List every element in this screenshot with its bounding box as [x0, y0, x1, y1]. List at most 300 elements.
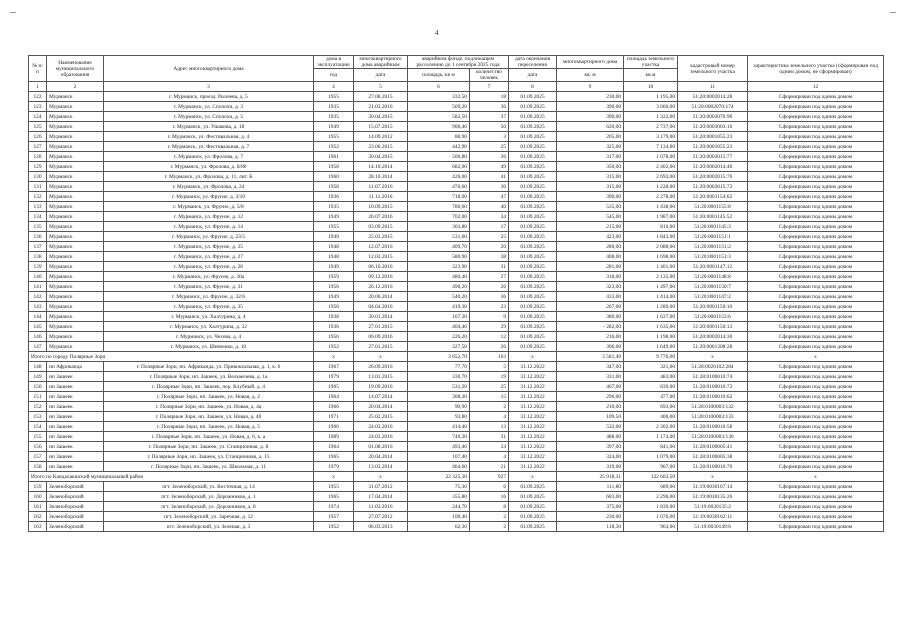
row-area: 414,40	[408, 422, 470, 432]
row-people: 4	[470, 452, 509, 462]
total-cell: x	[354, 472, 408, 482]
row-area: 490,20	[408, 282, 470, 292]
row-cadastral: 51:20:0001145:52	[678, 212, 748, 222]
row-land-area: 2 088,00	[624, 242, 678, 252]
table-row	[29, 412, 884, 422]
row-cadastral: 51:28:0100003:130	[678, 432, 748, 442]
table-row	[29, 312, 884, 322]
row-land-characteristic: Сформирован под одним домом	[748, 262, 884, 272]
row-people: 20	[470, 242, 509, 252]
row-cadastral: 51:20:0001150:7	[678, 282, 748, 292]
row-address: г. Мурманск, ул. Сполохи, д. 3	[104, 102, 314, 112]
table-row	[29, 182, 884, 192]
row-year: 1964	[314, 442, 354, 452]
table-body-zelenoborsky	[29, 482, 884, 532]
row-deadline: 31.12.2022	[509, 372, 557, 382]
row-area: 409,70	[408, 242, 470, 252]
row-municipality: Мурманск	[47, 282, 104, 292]
row-cadastral: 51:19:0030135:2	[678, 502, 748, 512]
row-emergency-date: 06.10.2016	[354, 262, 408, 272]
row-year: 1949	[314, 232, 354, 242]
row-land-area: 839,00	[624, 382, 678, 392]
row-address: г. Мурманск, проезд. Рылеева, д. 5	[104, 92, 314, 102]
row-emergency-date: 15.07.2015	[354, 122, 408, 132]
table-row	[29, 422, 884, 432]
row-people: 26	[470, 342, 509, 352]
table-row	[29, 452, 884, 462]
row-people: 47	[470, 192, 509, 202]
table-row	[29, 502, 884, 512]
row-land-area: 1 635,00	[624, 322, 678, 332]
row-number: 133	[29, 202, 47, 212]
row-land-area: 1 078,00	[624, 152, 678, 162]
row-emergency-date: 19.09.2016	[354, 382, 408, 392]
header-house-area: многоквартирного дома	[557, 56, 624, 69]
table-row	[29, 442, 884, 452]
row-emergency-date: 11.11.2016	[354, 192, 408, 202]
row-cadastral: 51:20:0001153:6	[678, 312, 748, 322]
row-cadastral: 51:20:0001055:23	[678, 132, 748, 142]
row-area: 740,30	[408, 432, 470, 442]
row-municipality: нп Африканда	[47, 362, 104, 372]
row-people: 12	[470, 332, 509, 342]
row-number: 137	[29, 242, 47, 252]
row-house-area: 325,00	[557, 142, 624, 152]
row-area: 419,30	[408, 302, 470, 312]
row-deadline: 01.09.2025	[509, 332, 557, 342]
row-people: 6	[470, 482, 509, 492]
row-deadline: 01.09.2025	[509, 222, 557, 232]
row-emergency-date: 12.03.2015	[354, 252, 408, 262]
row-number: 126	[29, 132, 47, 142]
row-municipality: нп Зашеек	[47, 412, 104, 422]
total-label: Итого по Кандалакшский муниципальный район	[29, 472, 314, 482]
total-cell: x	[748, 352, 884, 362]
row-land-area: 477,00	[624, 392, 678, 402]
row-emergency-date: 26.12.2016	[354, 282, 408, 292]
total-label: Итого по городу Полярные Зори	[29, 352, 314, 362]
row-address: г. Мурманск, ул. Фрунзе, д. 31	[104, 282, 314, 292]
table-body-polyarnye-zori	[29, 362, 884, 472]
row-house-area: 397,00	[557, 442, 624, 452]
row-deadline: 01.09.2025	[509, 522, 557, 532]
table-row	[29, 322, 884, 332]
table-row	[29, 212, 884, 222]
row-land-area: 1 438,00	[624, 202, 678, 212]
row-land-characteristic: Сформирован под одним домом	[748, 432, 884, 442]
row-cadastral: 51:28:0100010:62	[678, 392, 748, 402]
row-cadastral: 51:28:0100005:41	[678, 442, 748, 452]
row-municipality: Мурманск	[47, 322, 104, 332]
row-year: 1948	[314, 242, 354, 252]
row-cadastral: 51:20:0001151:3	[678, 252, 748, 262]
row-number: 132	[29, 192, 47, 202]
row-emergency-date: 27.08.2015	[354, 92, 408, 102]
row-year: 1964	[314, 392, 354, 402]
row-people: 25	[470, 142, 509, 152]
row-cadastral: 51:28:0100010:74	[678, 372, 748, 382]
table-row	[29, 232, 884, 242]
row-emergency-date: 11.07.2016	[354, 182, 408, 192]
row-emergency-date: 11.03.2016	[354, 502, 408, 512]
row-address: г. Мурманск, ул. Фрунзе, д. 32/6	[104, 292, 314, 302]
row-land-characteristic: Сформирован под одним домом	[748, 212, 884, 222]
row-house-area: 315,00	[557, 182, 624, 192]
row-cadastral: 51:20:0001155:8	[678, 202, 748, 212]
row-year: 1961	[314, 152, 354, 162]
table-row	[29, 132, 884, 142]
row-deadline: 01.09.2025	[509, 192, 557, 202]
row-area: 682,00	[408, 162, 470, 172]
row-area: 167,30	[408, 312, 470, 322]
row-year: 1936	[314, 322, 354, 332]
row-land-characteristic: Сформирован под одним домом	[748, 332, 884, 342]
table-row	[29, 242, 884, 252]
row-land-characteristic: Сформирован под одним домом	[748, 482, 884, 492]
table-row	[29, 522, 884, 532]
row-people: 26	[470, 282, 509, 292]
row-address: г. Полярные Зори, нп. Зашеек, ул. Станционная, д. 15	[104, 452, 314, 462]
row-people: 40	[470, 202, 509, 212]
row-land-characteristic: Сформирован под одним домом	[748, 222, 884, 232]
row-area: 75,30	[408, 482, 470, 492]
row-emergency-date: 24.03.2016	[354, 432, 408, 442]
row-municipality: Мурманск	[47, 262, 104, 272]
row-area: 244,70	[408, 502, 470, 512]
row-land-area: 3 660,00	[624, 102, 678, 112]
row-deadline: 01.09.2025	[509, 242, 557, 252]
row-house-area: 216,00	[557, 332, 624, 342]
row-year: 1989	[314, 432, 354, 442]
row-area: 464,60	[408, 462, 470, 472]
row-emergency-date: 27.07.2012	[354, 512, 408, 522]
row-municipality: Мурманск	[47, 302, 104, 312]
table-row	[29, 282, 884, 292]
row-address: г. Полярные Зори, нп. Зашеек, ул. Школьная, д. 11	[104, 462, 314, 472]
row-house-area: 315,00	[557, 172, 624, 182]
row-number: 155	[29, 432, 47, 442]
row-land-characteristic: Сформирован под одним домом	[748, 252, 884, 262]
row-emergency-date: 17.04.2014	[354, 492, 408, 502]
row-address: пгт. Зеленоборский, ул. Зеленая, д. 3	[104, 522, 314, 532]
row-cadastral: 51:19:0030162:11	[678, 512, 748, 522]
column-number: 6	[408, 82, 470, 92]
row-house-area: 380,00	[557, 312, 624, 322]
row-municipality: Зеленоборский	[47, 492, 104, 502]
row-deadline: 01.09.2025	[509, 232, 557, 242]
row-municipality: Мурманск	[47, 332, 104, 342]
row-house-area: 280,00	[557, 242, 624, 252]
row-house-area: 323,00	[557, 282, 624, 292]
row-year: 1955	[314, 222, 354, 232]
row-area: 404,40	[408, 322, 470, 332]
row-deadline: 01.09.2025	[509, 302, 557, 312]
row-year: 1959	[314, 272, 354, 282]
row-land-characteristic: Сформирован под одним домом	[748, 292, 884, 302]
table-row	[29, 512, 884, 522]
subheader-sqm: кв. м	[557, 69, 624, 82]
row-people: 38	[470, 252, 509, 262]
row-area: 531,60	[408, 232, 470, 242]
table-row	[29, 432, 884, 442]
row-house-area: 390,00	[557, 192, 624, 202]
row-municipality: Зеленоборский	[47, 512, 104, 522]
row-deadline: 01.09.2025	[509, 92, 557, 102]
row-municipality: нп Зашеек	[47, 382, 104, 392]
row-deadline: 01.09.2025	[509, 112, 557, 122]
row-house-area: 488,00	[557, 432, 624, 442]
row-municipality: нп Зашеек	[47, 402, 104, 412]
row-number: 131	[29, 182, 47, 192]
table-row	[29, 272, 884, 282]
row-area: 355,80	[408, 492, 470, 502]
row-area: 107,40	[408, 452, 470, 462]
table-body-murmansk	[29, 92, 884, 352]
column-number: 4	[314, 82, 354, 92]
row-cadastral: 51:20:0001151:1	[678, 232, 748, 242]
row-people: 8	[470, 502, 509, 512]
row-emergency-date: 04.04.2016	[354, 302, 408, 312]
row-municipality: Мурманск	[47, 172, 104, 182]
row-municipality: Мурманск	[47, 312, 104, 322]
table-row	[29, 202, 884, 212]
row-land-characteristic: Сформирован под одним домом	[748, 302, 884, 312]
row-land-area: 1 698,00	[624, 252, 678, 262]
housing-table	[28, 55, 884, 532]
row-year: 1960	[314, 172, 354, 182]
table-row	[29, 142, 884, 152]
row-area: 480,40	[408, 272, 470, 282]
header-address: Адрес многоквартирного дома	[104, 56, 314, 82]
row-emergency-date: 01.08.2016	[354, 442, 408, 452]
row-house-area: 210,00	[557, 402, 624, 412]
row-house-area: 230,00	[557, 512, 624, 522]
row-number: 140	[29, 272, 47, 282]
row-cadastral: 51:28:0100010:70	[678, 462, 748, 472]
row-number: 158	[29, 462, 47, 472]
row-emergency-date: 26.09.2016	[354, 362, 408, 372]
total-cell: x	[354, 352, 408, 362]
row-deadline: 31.12.2022	[509, 382, 557, 392]
row-number: 159	[29, 482, 47, 492]
row-address: г. Мурманск, ул. Фрунзе, д. 27	[104, 252, 314, 262]
table-row	[29, 92, 884, 102]
total-people: 163	[470, 352, 509, 362]
row-emergency-date: 06.09.2016	[354, 332, 408, 342]
row-municipality: Мурманск	[47, 272, 104, 282]
row-number: 135	[29, 222, 47, 232]
row-land-characteristic: Сформирован под одним домом	[748, 452, 884, 462]
row-area: 62,30	[408, 522, 470, 532]
row-address: г. Мурманск, ул. Сполохи, д. 5	[104, 112, 314, 122]
table-row	[29, 152, 884, 162]
row-land-characteristic: Сформирован под одним домом	[748, 122, 884, 132]
row-deadline: 01.09.2025	[509, 492, 557, 502]
row-year: 1957	[314, 512, 354, 522]
row-cadastral: 51:20:0001055:23	[678, 142, 748, 152]
row-deadline: 31.12.2022	[509, 362, 557, 372]
row-address: г. Мурманск, ул. Чехова, д. 4	[104, 332, 314, 342]
row-area: 718,00	[408, 192, 470, 202]
row-land-characteristic: Сформирован под одним домом	[748, 462, 884, 472]
row-area: 323,90	[408, 262, 470, 272]
row-year: 1952	[314, 142, 354, 152]
row-land-characteristic: Сформирован под одним домом	[748, 362, 884, 372]
row-year: 1955	[314, 92, 354, 102]
row-people: 2	[470, 512, 509, 522]
table-row	[29, 342, 884, 352]
row-address: г. Полярные Зори, нп. Зашеек, ул. Новая, д. 4а	[104, 402, 314, 412]
row-cadastral: 51:20:0001150:10	[678, 302, 748, 312]
table-row	[29, 292, 884, 302]
row-area: 500,80	[408, 152, 470, 162]
row-land-characteristic: Сформирован под одним домом	[748, 192, 884, 202]
row-number: 125	[29, 122, 47, 132]
row-land-area: 1 414,00	[624, 292, 678, 302]
table-row	[29, 112, 884, 122]
row-land-characteristic: Сформирован под одним домом	[748, 132, 884, 142]
row-emergency-date: 14.10.2014	[354, 162, 408, 172]
row-house-area: 683,00	[557, 492, 624, 502]
header-resettle-area: аварийном фонде, подлежащем расселению до 1 сентября 2025 года	[408, 56, 509, 69]
corner-mark	[10, 12, 16, 13]
row-municipality: Мурманск	[47, 102, 104, 112]
subheader-area: площадь, кв м	[408, 69, 470, 82]
row-municipality: Мурманск	[47, 232, 104, 242]
row-people: 41	[470, 172, 509, 182]
subheader-year: год	[314, 69, 354, 82]
row-year: 1967	[314, 362, 354, 372]
header-land-area: площадь земельного участка	[624, 56, 678, 69]
row-people: 31	[470, 432, 509, 442]
row-municipality: нп Зашеек	[47, 462, 104, 472]
row-house-area: 467,00	[557, 382, 624, 392]
row-area: 493,40	[408, 442, 470, 452]
header-municipality: Наименование муниципального образования	[47, 56, 104, 82]
row-people: 17	[470, 222, 509, 232]
row-cadastral: 51:28:0100010:72	[678, 382, 748, 392]
row-area: 327,50	[408, 342, 470, 352]
row-land-characteristic: Сформирован под одним домом	[748, 182, 884, 192]
row-address: г. Мурманск, ул. Фрунзе, д. 30а	[104, 272, 314, 282]
row-deadline: 01.09.2025	[509, 292, 557, 302]
row-year: 1965	[314, 452, 354, 462]
row-address: г. Полярные Зори, нп. Зашеек, ул. Новая, д. 6, к. а	[104, 432, 314, 442]
row-number: 154	[29, 422, 47, 432]
row-people: 15	[470, 392, 509, 402]
row-address: г. Полярные Зори, нп. Зашеек, ул. Новая, д. 4б	[104, 412, 314, 422]
row-municipality: Мурманск	[47, 202, 104, 212]
row-address: пгт. Зеленоборский, ул. Дорожников, д. 8	[104, 502, 314, 512]
row-emergency-date: 06.03.2013	[354, 522, 408, 532]
total-row-group	[29, 352, 884, 362]
row-deadline: 01.09.2025	[509, 102, 557, 112]
row-address: г. Полярные Зори, нп. Африканда, ул. Привокзальная, д. 1, к. 6	[104, 362, 314, 372]
row-municipality: Мурманск	[47, 252, 104, 262]
row-address: г. Мурманск, ул. Фрунзе, д. 23/5	[104, 232, 314, 242]
row-cadastral: 51:20:0002014:28	[678, 92, 748, 102]
row-emergency-date: 25.03.2015	[354, 232, 408, 242]
row-land-characteristic: Сформирован под одним домом	[748, 422, 884, 432]
row-land-area: 321,00	[624, 362, 678, 372]
row-year: 1974	[314, 502, 354, 512]
row-people: 2	[470, 522, 509, 532]
row-emergency-date: 13.03.2014	[354, 462, 408, 472]
row-year: 1958	[314, 182, 354, 192]
row-number: 157	[29, 452, 47, 462]
row-number: 122	[29, 92, 47, 102]
row-address: г. Мурманск, ул. Фестивальная, д. 4	[104, 132, 314, 142]
row-deadline: 01.09.2025	[509, 482, 557, 492]
row-area: 531,20	[408, 382, 470, 392]
row-land-area: 967,00	[624, 462, 678, 472]
row-land-area: 689,00	[624, 482, 678, 492]
row-address: г. Мурманск, ул. Фрунзе, д. 35	[104, 302, 314, 312]
row-number: 160	[29, 492, 47, 502]
total-area: 3 652,70	[408, 352, 470, 362]
row-emergency-date: 31.07.2012	[354, 482, 408, 492]
total-row	[29, 352, 884, 362]
row-land-characteristic: Сформирован под одним домом	[748, 402, 884, 412]
row-municipality: нп Зашеек	[47, 452, 104, 462]
row-land-area: 1 839,00	[624, 502, 678, 512]
row-deadline: 01.09.2025	[509, 272, 557, 282]
row-deadline: 31.12.2022	[509, 422, 557, 432]
row-land-area: 1 076,00	[624, 512, 678, 522]
total-row-group	[29, 472, 884, 482]
row-number: 123	[29, 102, 47, 112]
row-year: 1955	[314, 132, 354, 142]
row-number: 144	[29, 312, 47, 322]
row-deadline: 01.09.2025	[509, 122, 557, 132]
row-year: 1971	[314, 412, 354, 422]
row-people: 5	[470, 362, 509, 372]
row-address: г. Мурманск, ул. Фрунзе, д. 25	[104, 242, 314, 252]
header-year-built: дома в эксплуатацию	[314, 56, 354, 69]
table-row	[29, 102, 884, 112]
row-municipality: нп Зашеек	[47, 392, 104, 402]
row-emergency-date: 20.06.2014	[354, 292, 408, 302]
row-house-area: 317,00	[557, 152, 624, 162]
column-number: 5	[354, 82, 408, 92]
row-address: г. Мурманск, ул. Ушакова, д. 18	[104, 122, 314, 132]
row-number: 124	[29, 112, 47, 122]
row-area: 330,70	[408, 372, 470, 382]
row-land-characteristic: Сформирован под одним домом	[748, 382, 884, 392]
row-land-characteristic: Сформирован под одним домом	[748, 232, 884, 242]
row-number: 147	[29, 342, 47, 352]
row-municipality: Мурманск	[47, 152, 104, 162]
row-house-area: 375,00	[557, 502, 624, 512]
row-house-area: 205,00	[557, 132, 624, 142]
row-number: 148	[29, 362, 47, 372]
row-cadastral: 51:20:0001150:13	[678, 322, 748, 332]
row-land-area: 2 402,00	[624, 162, 678, 172]
row-house-area: 433,00	[557, 292, 624, 302]
header-cadastral: кадастровый номер земельного участка	[678, 56, 748, 82]
row-address: пгт. Зеленоборский, ул. Заречная, д. 12	[104, 512, 314, 522]
row-year: 1956	[314, 282, 354, 292]
row-land-characteristic: Сформирован под одним домом	[748, 372, 884, 382]
row-deadline: 01.09.2025	[509, 512, 557, 522]
row-address: г. Полярные Зори, нп. Зашеек, ул. Новая, д. 5	[104, 422, 314, 432]
row-people: 27	[470, 272, 509, 282]
total-land-area: 9 776,00	[624, 352, 678, 362]
table-row	[29, 172, 884, 182]
row-house-area: 296,00	[557, 392, 624, 402]
table-row	[29, 252, 884, 262]
row-number: 142	[29, 292, 47, 302]
